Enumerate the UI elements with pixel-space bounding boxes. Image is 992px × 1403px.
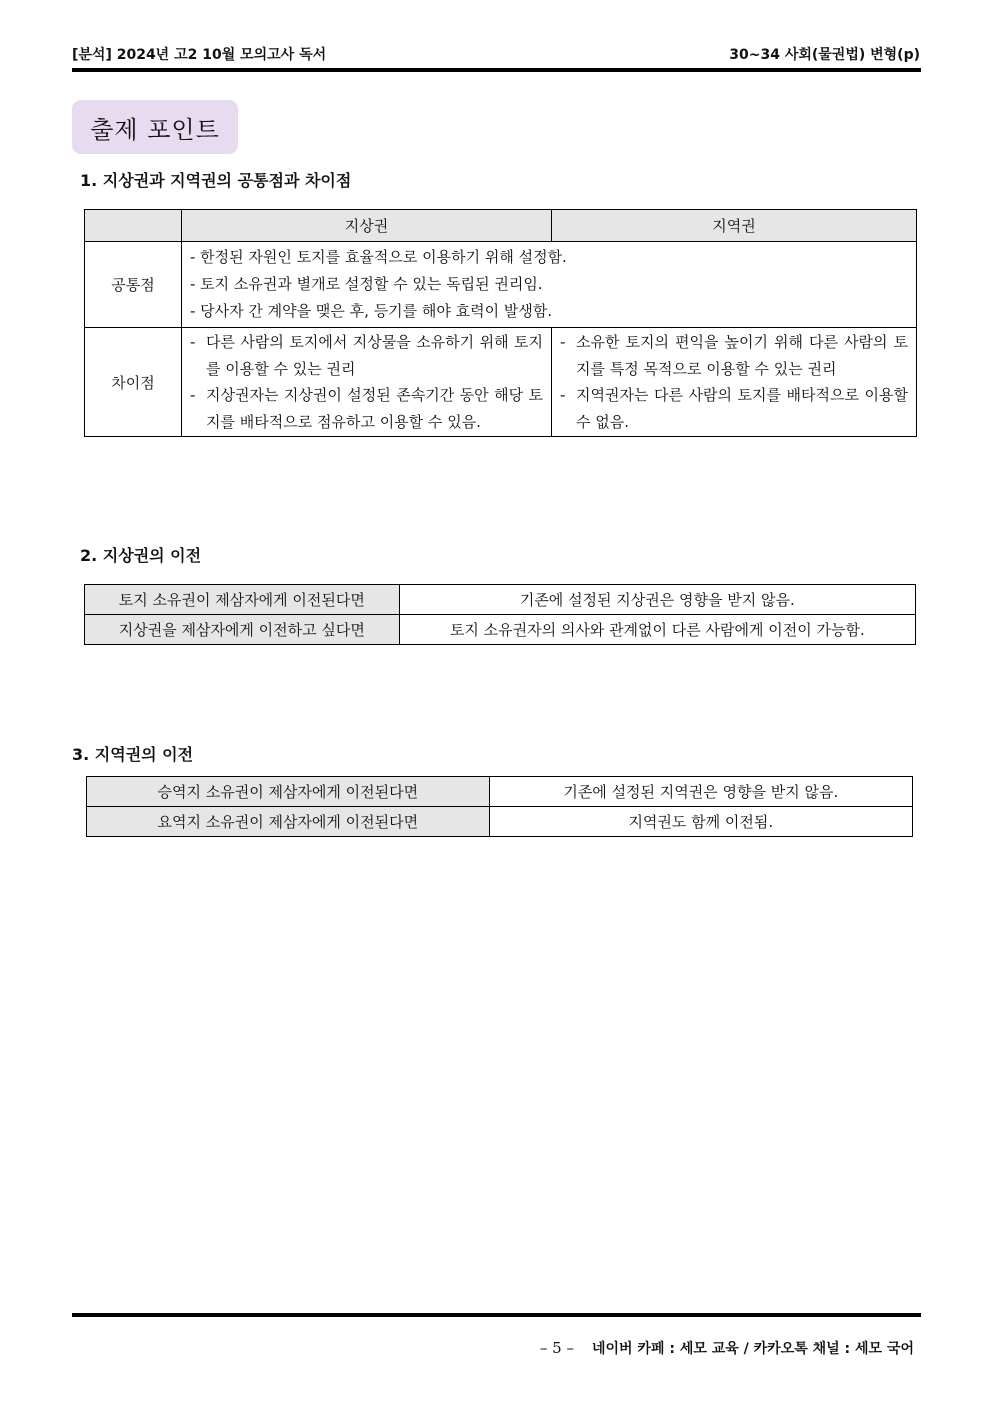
section2-title: 2. 지상권의 이전 bbox=[80, 546, 202, 565]
diff-item: - 소유한 토지의 편익을 높이기 위해 다른 사람의 토지를 특정 목적으로 이용할 수 있는 권리 bbox=[560, 329, 908, 382]
common-item: - 토지 소유권과 별개로 설정할 수 있는 독립된 권리임. bbox=[190, 275, 543, 293]
section1-title: 1. 지상권과 지역권의 공통점과 차이점 bbox=[80, 171, 352, 190]
section3-title: 3. 지역권의 이전 bbox=[72, 745, 194, 764]
table-row bbox=[87, 777, 913, 807]
servitude-transfer-table bbox=[86, 776, 913, 837]
diff-item: - 지역권자는 다른 사람의 토지를 배타적으로 이용할 수 없음. bbox=[560, 382, 908, 435]
empty-header-cell bbox=[85, 210, 182, 242]
condition-cell: 요역지 소유권이 제삼자에게 이전된다면 bbox=[87, 807, 490, 837]
diff-item: - 지상권자는 지상권이 설정된 존속기간 동안 해당 토지를 배타적으로 점유하고 이용할 수 있음. bbox=[190, 382, 543, 435]
condition-cell: 토지 소유권이 제삼자에게 이전된다면 bbox=[85, 585, 400, 615]
table-row bbox=[85, 615, 916, 645]
row-label-common: 공통점 bbox=[85, 242, 182, 328]
comparison-table bbox=[84, 209, 917, 437]
table-header-row bbox=[85, 210, 917, 242]
result-cell: 지역권도 함께 이전됨. bbox=[489, 807, 912, 837]
point-badge: 출제 포인트 bbox=[72, 100, 238, 154]
superficies-transfer-table bbox=[84, 584, 916, 645]
header-title: [분석] 2024년 고2 10월 모의고사 독서 bbox=[72, 47, 327, 63]
condition-cell: 지상권을 제삼자에게 이전하고 싶다면 bbox=[85, 615, 400, 645]
common-item: - 당사자 간 계약을 맺은 후, 등기를 해야 효력이 발생함. bbox=[190, 302, 553, 320]
footer bbox=[540, 1338, 914, 1358]
diff-cell-servitude bbox=[552, 328, 917, 437]
result-cell: 기존에 설정된 지역권은 영향을 받지 않음. bbox=[489, 777, 912, 807]
common-cell bbox=[182, 242, 917, 328]
table-row bbox=[85, 585, 916, 615]
diff-item: - 다른 사람의 토지에서 지상물을 소유하기 위해 토지를 이용할 수 있는 권리 bbox=[190, 329, 543, 382]
table-row-common bbox=[85, 242, 917, 328]
common-item: - 한정된 자원인 토지를 효율적으로 이용하기 위해 설정함. bbox=[190, 248, 567, 266]
header-subtitle: 30~34 사회(물권법) 변형(p) bbox=[729, 47, 920, 63]
header-divider bbox=[72, 68, 921, 72]
col-header-servitude: 지역권 bbox=[552, 210, 917, 242]
condition-cell: 승역지 소유권이 제삼자에게 이전된다면 bbox=[87, 777, 490, 807]
row-label-difference: 차이점 bbox=[85, 328, 182, 437]
footer-divider bbox=[72, 1313, 921, 1317]
result-cell: 토지 소유권자의 의사와 관계없이 다른 사람에게 이전이 가능함. bbox=[399, 615, 915, 645]
col-header-superficies: 지상권 bbox=[182, 210, 552, 242]
diff-cell-superficies bbox=[182, 328, 552, 437]
table-row-difference bbox=[85, 328, 917, 437]
page-number: – 5 – bbox=[539, 1339, 574, 1357]
footer-credit: 네이버 카페 : 세모 교육 / 카카오톡 채널 : 세모 국어 bbox=[591, 1341, 914, 1357]
table-row bbox=[87, 807, 913, 837]
result-cell: 기존에 설정된 지상권은 영향을 받지 않음. bbox=[399, 585, 915, 615]
